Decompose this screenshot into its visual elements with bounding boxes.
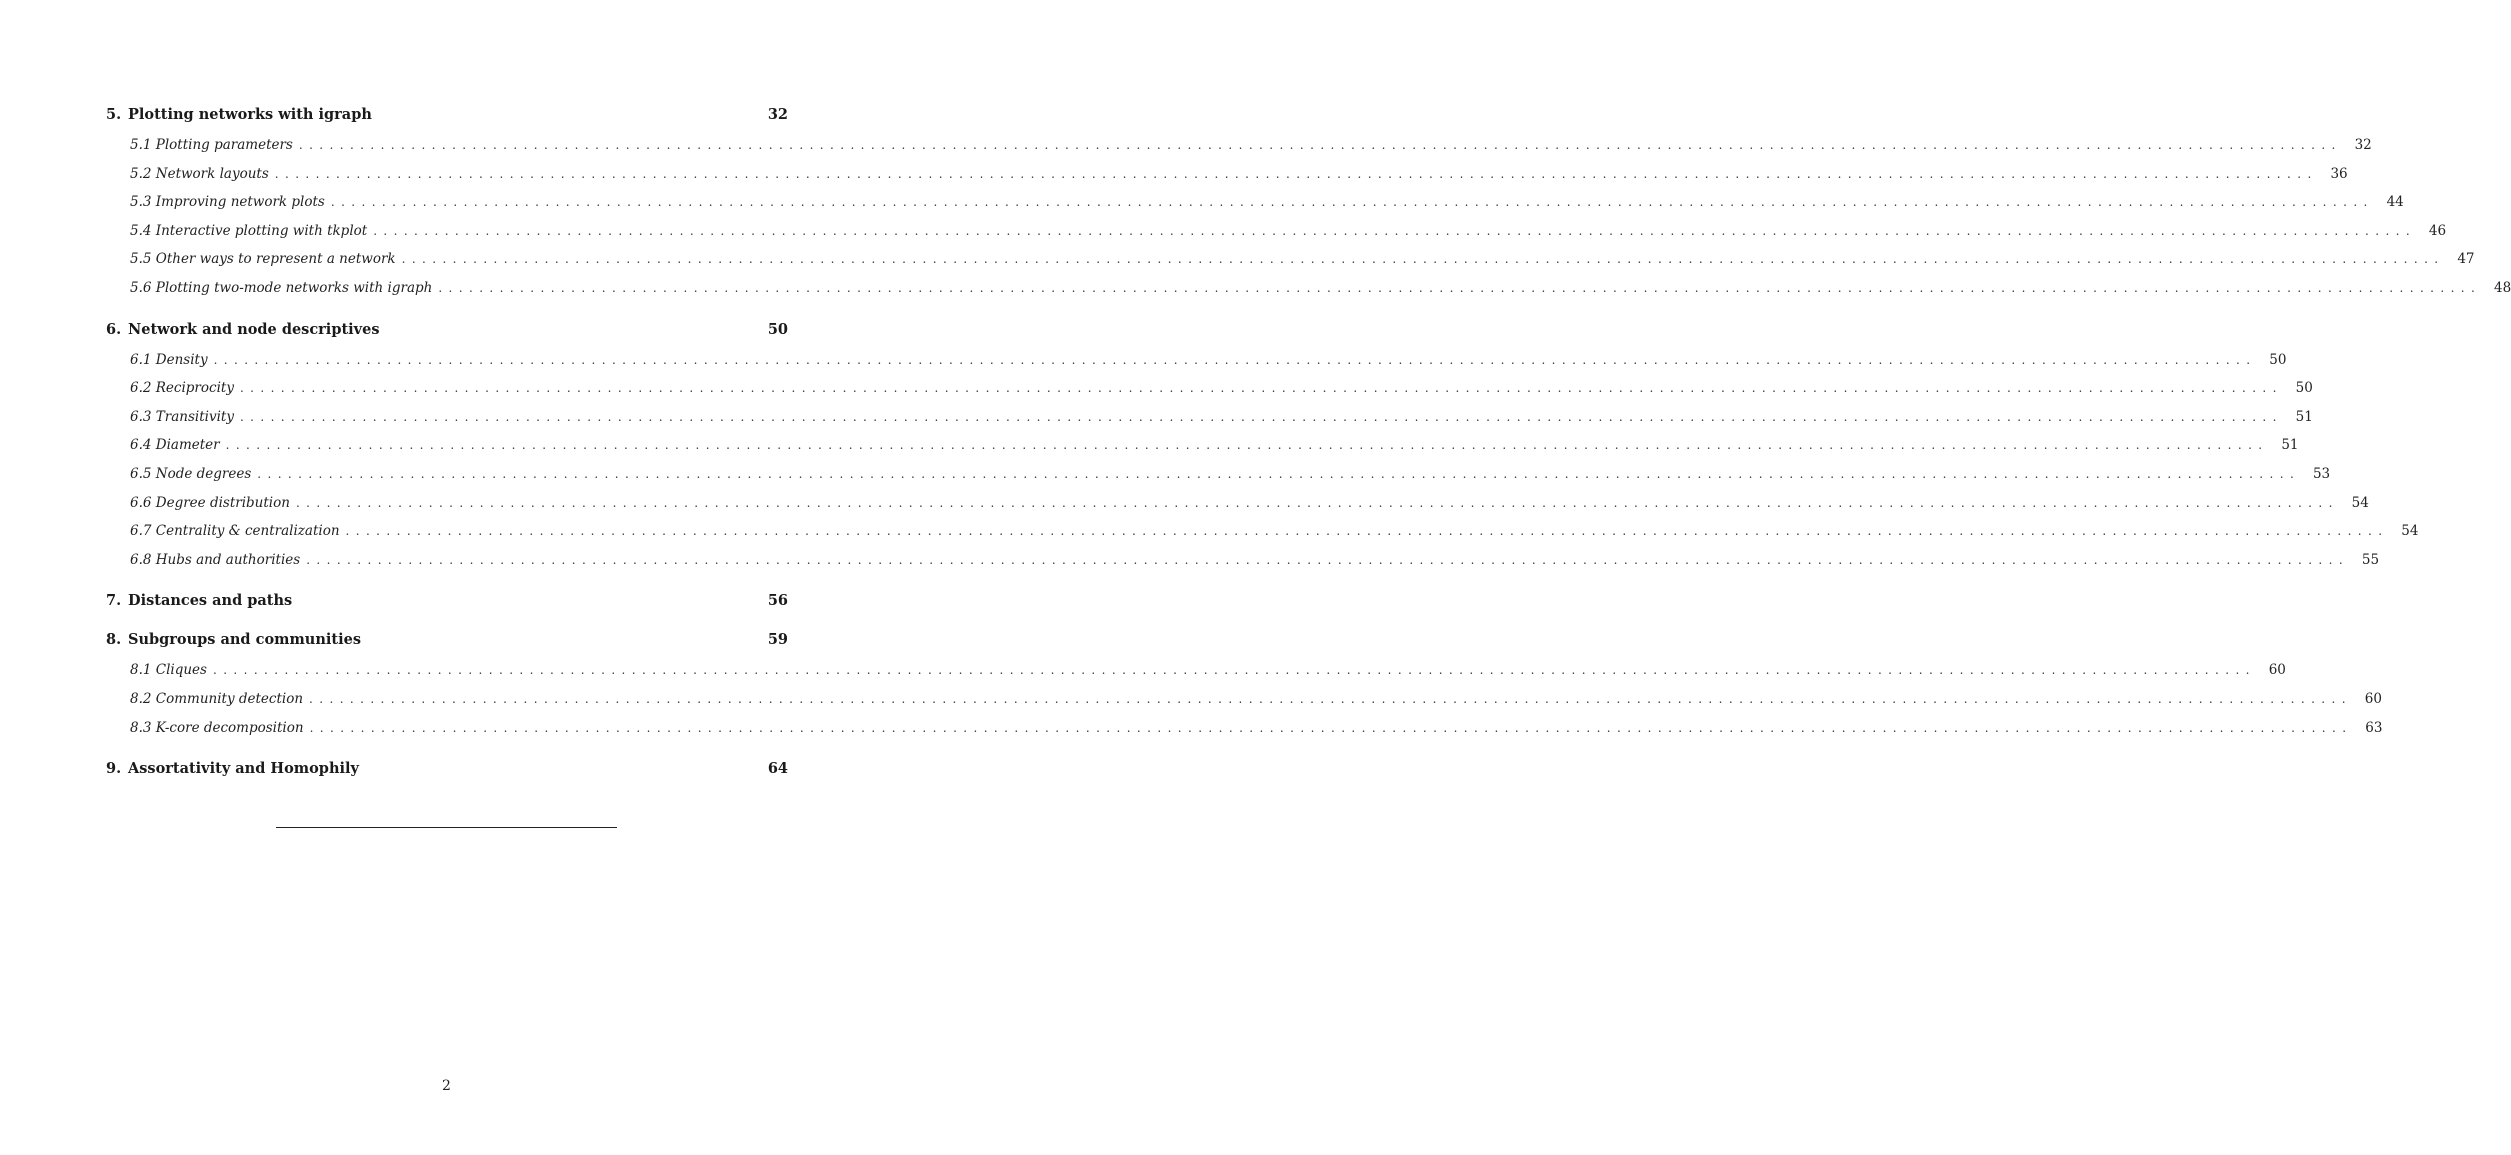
toc-section xyxy=(106,318,2419,575)
table-of-contents xyxy=(106,103,2511,796)
dot-leader: ........................................................................................................................................................................................................ xyxy=(225,438,2269,453)
toc-section-heading[interactable] xyxy=(106,103,788,127)
section-page: 64 xyxy=(767,760,788,778)
subsection-title: 6.8 Hubs and authorities xyxy=(130,551,301,568)
dot-leader: ........................................................................................................................................................................................................ xyxy=(309,720,2353,735)
section-number: 7. xyxy=(106,592,122,610)
subsection-title: 6.7 Centrality & centralization xyxy=(130,523,340,540)
toc-section xyxy=(106,628,2383,742)
toc-section xyxy=(106,589,788,613)
subsection-title: 5.2 Network layouts xyxy=(130,165,269,182)
section-title: Assortativity and Homophily xyxy=(128,760,359,778)
section-number: 9. xyxy=(106,760,122,778)
dot-leader: ........................................................................................................................................................................................................ xyxy=(401,252,2445,267)
subsection-page: 47 xyxy=(2457,251,2475,268)
section-page: 50 xyxy=(767,320,788,338)
subsection-page: 44 xyxy=(2386,194,2404,211)
subsection-title: 5.6 Plotting two-mode networks with igraph xyxy=(130,279,433,296)
dot-leader: ........................................................................................................................................................................................................ xyxy=(239,409,2283,424)
dot-leader: ........................................................................................................................................................................................................ xyxy=(438,280,2482,295)
dot-leader: ........................................................................................................................................................................................................ xyxy=(298,138,2342,152)
toc-subsection[interactable] xyxy=(106,546,2380,575)
subsection-title: 5.1 Plotting parameters xyxy=(130,137,293,153)
subsection-page: 48 xyxy=(2494,279,2511,296)
separator-rule xyxy=(276,827,617,828)
subsection-page: 50 xyxy=(2295,380,2313,397)
dot-leader: ........................................................................................................................................................................................................ xyxy=(306,552,2350,567)
dot-leader: ........................................................................................................................................................................................................ xyxy=(330,195,2374,210)
subsection-page: 60 xyxy=(2364,690,2382,707)
subsection-page: 54 xyxy=(2401,523,2419,540)
toc-section-heading[interactable] xyxy=(106,589,788,613)
toc-subsection[interactable] xyxy=(106,374,2313,403)
section-page: 59 xyxy=(767,631,788,649)
subsection-page: 50 xyxy=(2269,351,2287,368)
toc-subsection[interactable] xyxy=(106,489,2369,518)
subsection-page: 36 xyxy=(2330,165,2348,182)
toc-subsection[interactable] xyxy=(106,188,2404,217)
subsection-title: 6.1 Density xyxy=(130,351,208,368)
toc-subsection[interactable] xyxy=(106,274,2511,303)
dot-leader: ........................................................................................................................................................................................................ xyxy=(345,524,2389,539)
section-title: Plotting networks with igraph xyxy=(128,106,372,123)
toc-section xyxy=(106,103,2511,303)
section-title: Subgroups and communities xyxy=(128,631,361,649)
subsection-title: 6.2 Reciprocity xyxy=(130,380,234,397)
toc-subsection[interactable] xyxy=(106,217,2447,246)
section-title: Network and node descriptives xyxy=(128,320,380,338)
toc-subsection[interactable] xyxy=(106,460,2331,489)
subsection-page: 53 xyxy=(2312,465,2331,482)
toc-section-heading[interactable] xyxy=(106,628,788,652)
toc-subsection[interactable] xyxy=(106,131,2372,160)
subsection-page: 32 xyxy=(2354,137,2372,153)
section-number: 6. xyxy=(106,320,122,338)
toc-section-heading[interactable] xyxy=(106,318,788,342)
subsection-page: 46 xyxy=(2428,222,2447,239)
toc-subsection[interactable] xyxy=(106,656,2286,685)
subsection-title: 5.5 Other ways to represent a network xyxy=(130,251,396,268)
dot-leader: ........................................................................................................................................................................................................ xyxy=(274,166,2318,181)
toc-section-heading[interactable] xyxy=(106,757,788,781)
subsection-title: 6.3 Transitivity xyxy=(130,408,234,425)
toc-subsection[interactable] xyxy=(106,517,2419,546)
dot-leader: ........................................................................................................................................................................................................ xyxy=(257,466,2301,481)
section-number: 5. xyxy=(106,106,122,123)
subsection-page: 54 xyxy=(2351,494,2369,511)
toc-subsection[interactable] xyxy=(106,403,2313,432)
toc-subsection[interactable] xyxy=(106,245,2475,274)
toc-subsection[interactable] xyxy=(106,714,2383,743)
subsection-title: 5.4 Interactive plotting with tkplot xyxy=(130,222,368,239)
section-number: 8. xyxy=(106,631,122,649)
subsection-title: 6.6 Degree distribution xyxy=(130,494,290,511)
subsection-page: 51 xyxy=(2281,437,2299,454)
subsection-title: 5.3 Improving network plots xyxy=(130,194,325,211)
subsection-title: 8.3 K-core decomposition xyxy=(130,719,304,736)
toc-subsection[interactable] xyxy=(106,160,2348,189)
subsection-page: 63 xyxy=(2365,719,2383,736)
subsection-title: 6.4 Diameter xyxy=(130,437,220,454)
dot-leader: ........................................................................................................................................................................................................ xyxy=(239,381,2283,396)
toc-subsection[interactable] xyxy=(106,685,2382,714)
section-title: Distances and paths xyxy=(128,592,293,610)
subsection-page: 55 xyxy=(2361,551,2380,568)
section-page: 32 xyxy=(767,106,788,123)
toc-section xyxy=(106,757,788,781)
subsection-title: 8.2 Community detection xyxy=(130,690,304,707)
subsection-page: 60 xyxy=(2268,662,2286,679)
toc-subsection[interactable] xyxy=(106,431,2299,460)
dot-leader: ........................................................................................................................................................................................................ xyxy=(309,691,2352,706)
dot-leader: ........................................................................................................................................................................................................ xyxy=(213,352,2257,367)
toc-subsection[interactable] xyxy=(106,346,2287,375)
dot-leader: ........................................................................................................................................................................................................ xyxy=(295,495,2339,510)
subsection-title: 8.1 Cliques xyxy=(130,662,207,679)
page-number: 2 xyxy=(442,1078,451,1094)
dot-leader: ........................................................................................................................................................................................................ xyxy=(373,223,2417,238)
section-page: 56 xyxy=(767,592,788,610)
subsection-title: 6.5 Node degrees xyxy=(130,465,252,482)
dot-leader: ........................................................................................................................................................................................................ xyxy=(212,663,2256,678)
subsection-page: 51 xyxy=(2295,408,2313,425)
